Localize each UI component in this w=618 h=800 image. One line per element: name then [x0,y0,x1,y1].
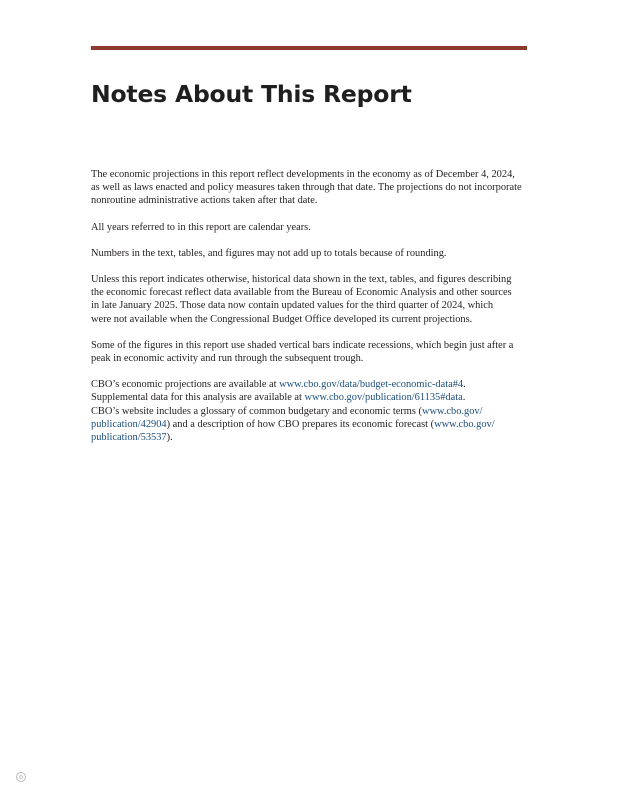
paragraph-recessions [91,339,531,365]
glossary-link[interactable]: www.cbo.gov/ [421,405,483,417]
forecast-method-link[interactable]: www.cbo.gov/ [434,418,495,430]
text-line: as well as laws enacted and policy measures taken through that date. The projections do not incorporate [91,182,522,194]
text-line: in late January 2025. Those data now contain updated values for the third quarter of 2024, which [91,300,494,312]
page-title: Notes About This Report [91,80,412,108]
text-line: The economic projections in this report reflect developments in the economy as of December 4, 2024, [91,169,515,180]
text-line: All years referred to in this report are calendar years. [91,221,311,233]
text-line: Some of the figures in this report use shaded vertical bars indicate recessions, which begin just after a [91,339,514,351]
text-line: Numbers in the text, tables, and figures may not add up to totals because of rounding. [91,247,447,259]
paragraph-rounding [91,247,531,260]
text-line [91,378,531,391]
supplemental-data-link[interactable]: www.cbo.gov/publication/61135#data [304,392,463,404]
text-line [91,391,531,404]
text-line: Unless this report indicates otherwise, historical data shown in the text, tables, and figures describing [91,274,512,286]
paragraph-historical-data [91,273,531,326]
paragraph-calendar-years [91,221,531,234]
text-line [91,405,531,418]
link-intro-text: CBO’s economic projections are available at [91,379,280,391]
paragraph-cbo-links [91,378,531,444]
forecast-method-link-continued[interactable]: publication/53537 [91,432,167,444]
text-line: were not available when the Congressional Budget Office developed its current projections. [91,313,473,325]
text-line: the economic forecast reflect data available from the Bureau of Economic Analysis and other sources [91,287,512,299]
text-line [91,431,531,444]
link-intro-text: ) and a description of how CBO prepares its economic forecast ( [166,418,435,430]
punctuation: . [463,379,466,391]
text-line: nonroutine administrative actions taken after that date. [91,195,318,207]
recycle-mark-icon [16,772,26,782]
punctuation: ). [166,432,173,444]
text-line [91,418,531,431]
glossary-link-continued[interactable]: publication/42904 [91,418,167,430]
link-intro-text: Supplemental data for this analysis are available at [91,392,305,404]
budget-economic-data-link[interactable]: www.cbo.gov/data/budget-economic-data#4 [279,379,464,391]
paragraph-projections [91,168,531,208]
link-intro-text: CBO’s website includes a glossary of common budgetary and economic terms ( [91,405,422,417]
punctuation: . [462,392,466,404]
header-rule [91,46,527,50]
text-line: peak in economic activity and run through the subsequent trough. [91,353,364,365]
report-notes-body [91,168,531,457]
